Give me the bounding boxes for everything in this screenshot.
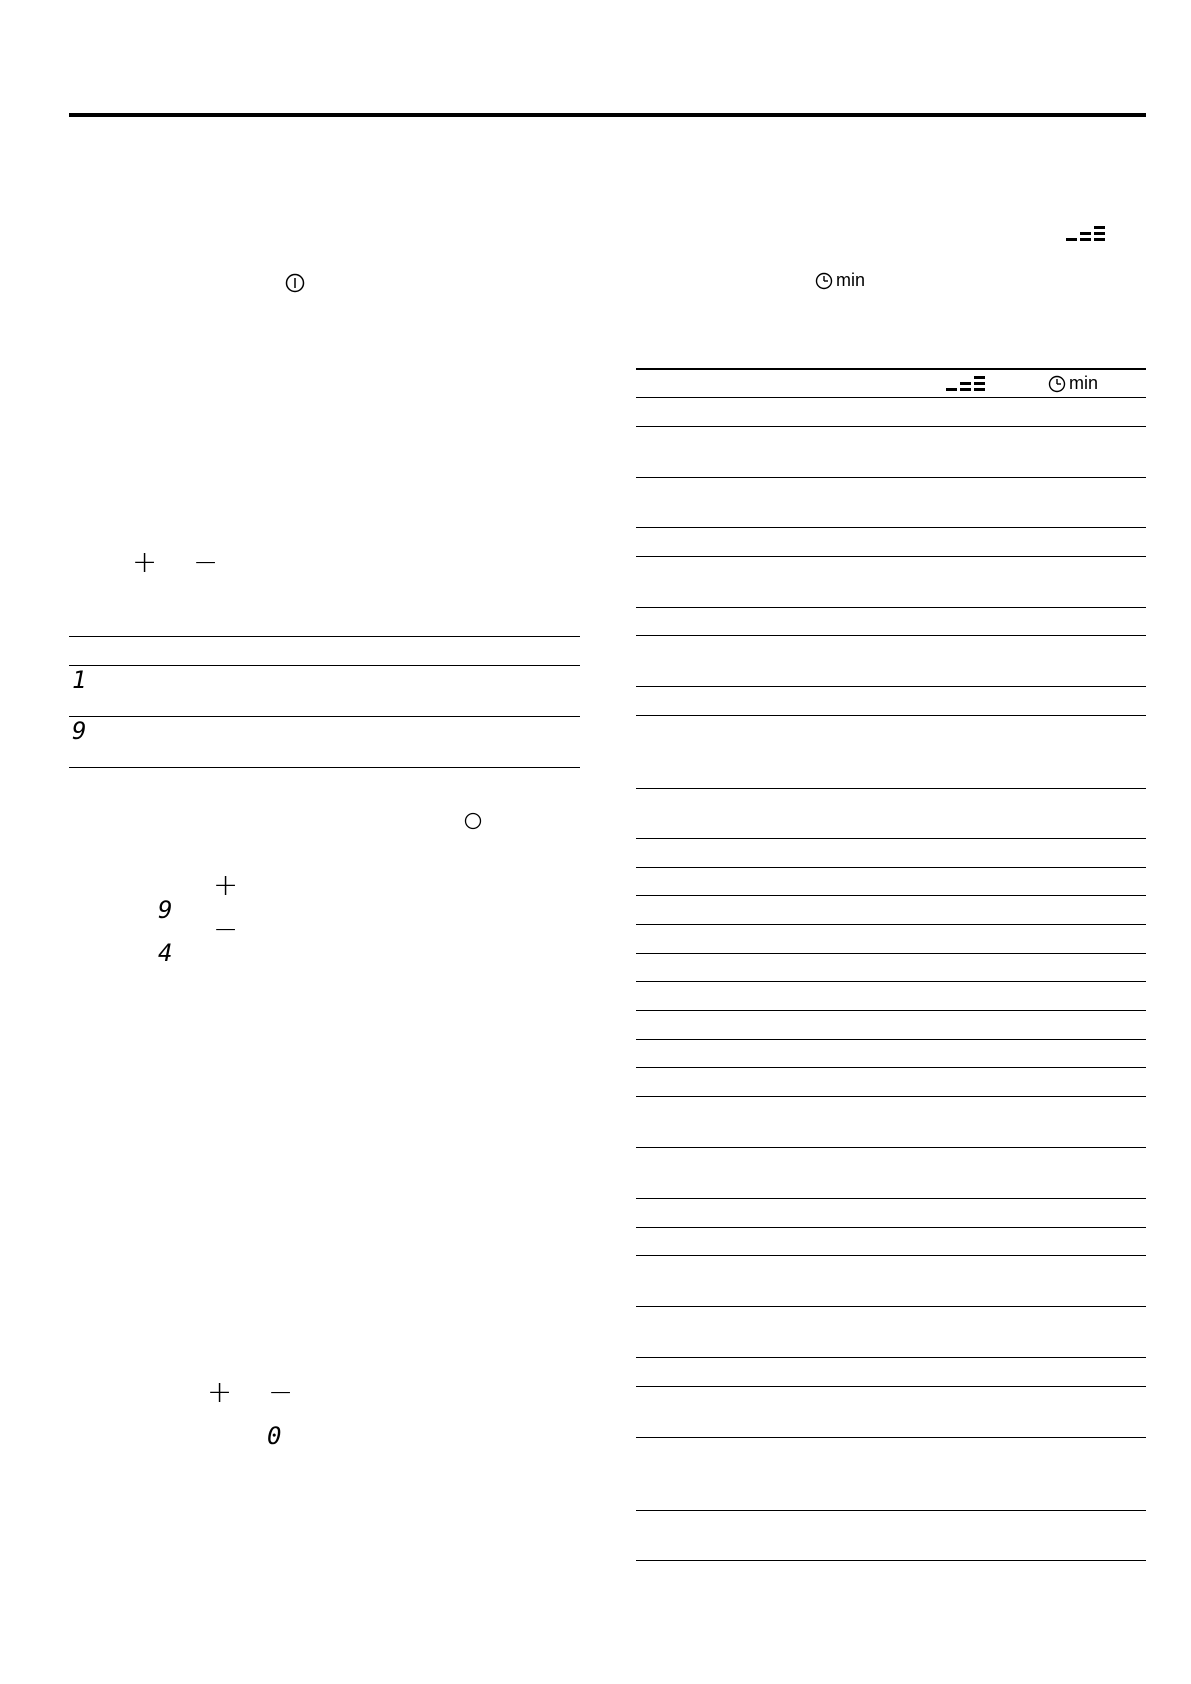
left-table-header-rule [69, 665, 580, 666]
cooking-level-icon [946, 376, 985, 391]
table-row-rule [636, 1096, 1146, 1097]
table-row-rule [636, 686, 1146, 687]
cooking-level-icon [1066, 226, 1105, 241]
table-row-rule [636, 1437, 1146, 1438]
table-row-rule [636, 477, 1146, 478]
table-row-rule [636, 953, 1146, 954]
table-row-rule [636, 1510, 1146, 1511]
table-row-rule [636, 426, 1146, 427]
table-row-rule [636, 1198, 1146, 1199]
minus-icon: − [213, 912, 239, 947]
display-digit: 9 [158, 896, 173, 924]
clock-icon [815, 272, 833, 290]
plus-icon: + [213, 868, 239, 903]
timer-indicator [815, 270, 865, 291]
table-row-rule [636, 715, 1146, 716]
timer-header [1048, 373, 1098, 394]
table-row-rule [636, 1386, 1146, 1387]
plus-icon: + [132, 545, 158, 580]
table-row-rule [636, 981, 1146, 982]
minus-icon: − [193, 545, 219, 580]
table-row-rule [636, 1306, 1146, 1307]
left-table-bottom-rule [69, 767, 580, 768]
display-digit-zero: 0 [267, 1422, 282, 1450]
table-row-rule [636, 1147, 1146, 1148]
table-row-rule [636, 1039, 1146, 1040]
display-digit-max: 9 [72, 717, 87, 745]
table-row-rule [636, 635, 1146, 636]
table-row-rule [636, 838, 1146, 839]
right-table-top-rule [636, 368, 1146, 370]
table-bottom-rule [636, 1560, 1146, 1561]
table-row-rule [636, 1357, 1146, 1358]
table-row-rule [636, 867, 1146, 868]
left-table-top-rule [69, 636, 580, 637]
display-digit: 4 [158, 939, 173, 967]
left-table-row-rule [69, 716, 580, 717]
table-row-rule [636, 527, 1146, 528]
table-row-rule [636, 556, 1146, 557]
table-row-rule [636, 607, 1146, 608]
table-row-rule [636, 895, 1146, 896]
circle-icon [464, 812, 482, 830]
power-icon [285, 273, 305, 293]
plus-icon: + [207, 1375, 233, 1410]
clock-icon [1048, 375, 1066, 393]
table-row-rule [636, 1067, 1146, 1068]
timer-header-label: min [1069, 373, 1099, 393]
table-row-rule [636, 397, 1146, 398]
header-rule [69, 113, 1146, 117]
table-row-rule [636, 924, 1146, 925]
minus-icon: − [268, 1375, 294, 1410]
timer-label: min [836, 270, 866, 290]
table-row-rule [636, 1010, 1146, 1011]
table-row-rule [636, 788, 1146, 789]
table-row-rule [636, 1227, 1146, 1228]
display-digit-min: 1 [72, 666, 87, 694]
table-row-rule [636, 1255, 1146, 1256]
